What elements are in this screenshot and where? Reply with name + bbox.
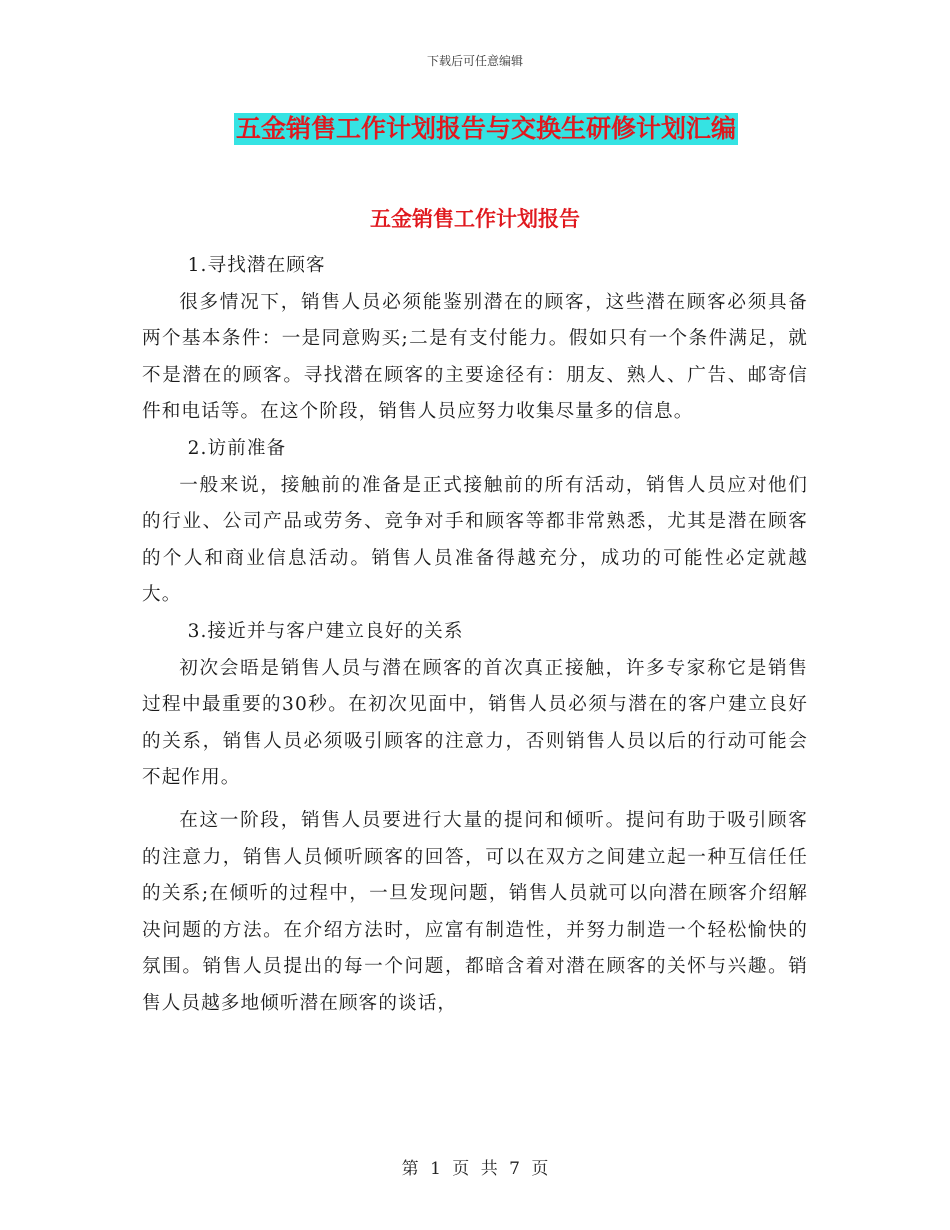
paragraph-heading-2: 2.访前准备 [187, 437, 287, 459]
paragraph-2: 一般来说，接触前的准备是正式接触前的所有活动，销售人员应对他们的行业、公司产品或劳务、竞争对手和顾客等都非常熟悉，尤其是潜在顾客的个人和商业信息活动。销售人员准备得越充分，成功的可能性必定就越大。 [142, 474, 808, 606]
document-body [142, 248, 808, 1022]
section-title: 五金销售工作计划报告 [370, 207, 580, 231]
header-note: 下载后可任意编辑 [426, 54, 523, 68]
paragraph-4: 在这一阶段，销售人员要进行大量的提问和倾听。提问有助于吸引顾客的注意力，销售人员倾听顾客的回答，可以在双方之间建立起一种互信任任的关系;在倾听的过程中，一旦发现问题，销售人员就可以向潜在顾客介绍解决问题的方法。在介绍方法时，应富有制造性，并努力制造一个轻松愉快的氛围。销售人员提出的每一个问题，都暗含着对潜在顾客的关怀与兴趣。销售人员越多地倾听潜在顾客的谈话， [142, 809, 808, 1014]
paragraph-1: 很多情况下，销售人员必须能鉴别潜在的顾客，这些潜在顾客必须具备两个基本条件：一是同意购买;二是有支付能力。假如只有一个条件满足，就不是潜在的顾客。寻找潜在顾客的主要途径有：朋友、熟人、广告、邮寄信件和电话等。在这个阶段，销售人员应努力收集尽量多的信息。 [142, 291, 808, 423]
document-title: 五金销售工作计划报告与交换生研修计划汇编 [236, 114, 737, 143]
paragraph-heading-3: 3.接近并与客户建立良好的关系 [187, 620, 464, 642]
paragraph-heading-1: 1.寻找潜在顾客 [187, 255, 326, 276]
page-footer: 第 1 页 共 7 页 [401, 1159, 549, 1179]
paragraph-3: 初次会晤是销售人员与潜在顾客的首次真正接触，许多专家称它是销售过程中最重要的30秒。在初次见面中，销售人员必须与潜在的客户建立良好的关系，销售人员必须吸引顾客的注意力，否则销售人员以后的行动可能会不起作用。 [142, 657, 808, 789]
